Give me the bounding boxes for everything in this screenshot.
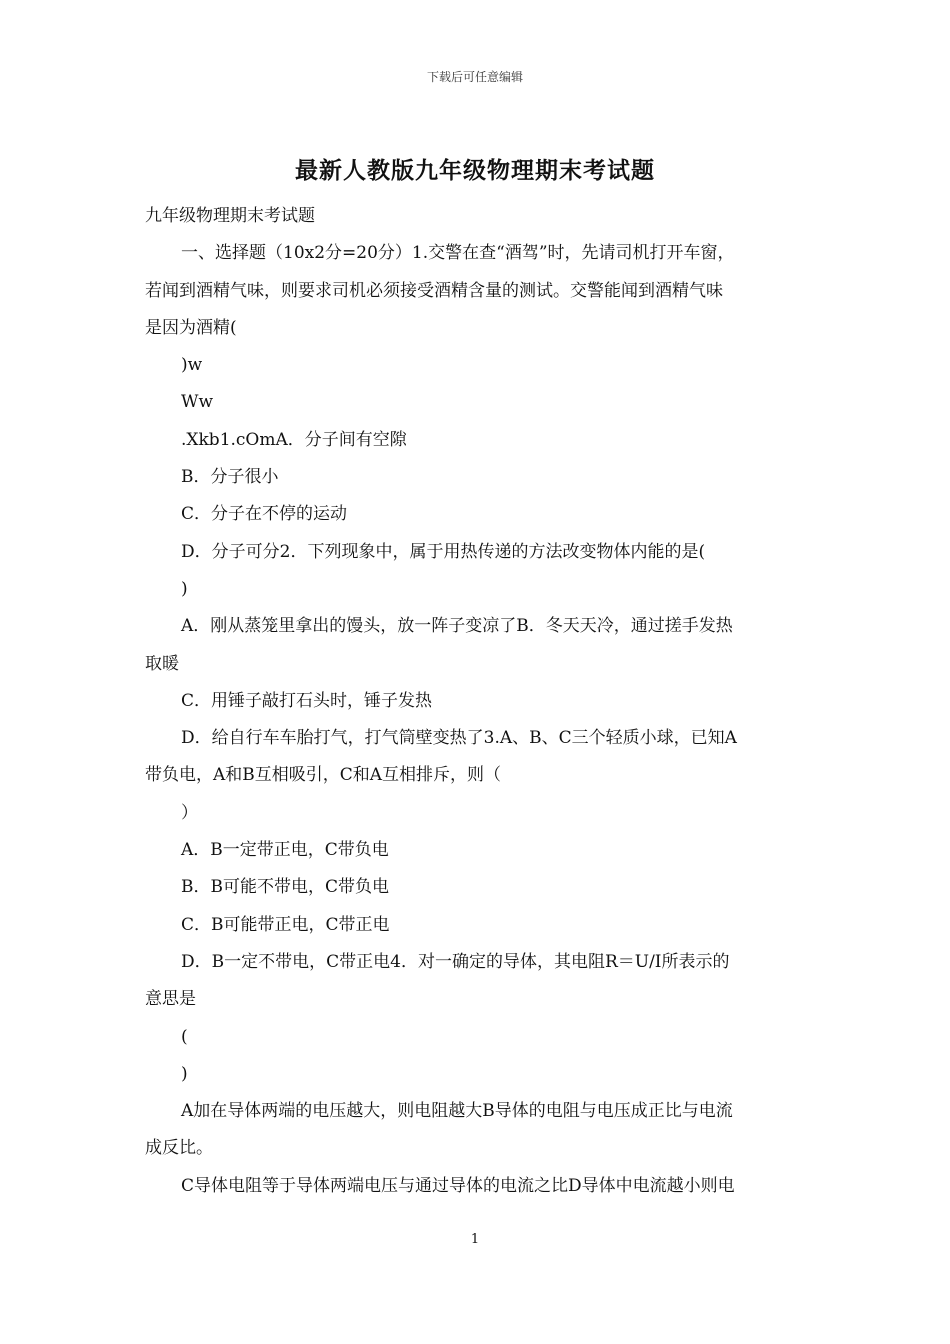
page-number: 1 (470, 1232, 480, 1247)
question-1-stem-end: 是因为酒精( (145, 317, 237, 338)
question-3-bracket: ） (181, 802, 198, 823)
document-title: 最新人教版九年级物理期末考试题 (295, 157, 655, 184)
watermark-fragment: Ww (181, 392, 214, 413)
question-4-option-b-cont: 成反比。 (145, 1138, 213, 1159)
question-4-option-c-d: C导体电阻等于导体两端电压与通过导体的电流之比D导体中电流越小则电 (181, 1175, 735, 1196)
question-1-stem: 一、选择题（10x2分=20分）1.交警在查“酒驾”时，先请司机打开车窗， (181, 243, 735, 264)
question-4-bracket-close: ) (181, 1063, 188, 1084)
question-3-option-b: B．B可能不带电，C带负电 (181, 877, 389, 898)
question-1-bracket: )w (181, 355, 203, 376)
question-3-stem-cont: 带负电，A和B互相吸引，C和A互相排斥，则（ (145, 765, 502, 786)
question-4-option-a-b: A加在导体两端的电压越大，则电阻越大B导体的电阻与电压成正比与电流 (181, 1101, 733, 1122)
question-2-option-c: C．用锤子敲打石头时，锤子发热 (181, 690, 433, 711)
question-4-stem-cont: 意思是 (145, 989, 196, 1010)
question-2-option-a-b: A．刚从蒸笼里拿出的馒头，放一阵子变凉了B．冬天天冷，通过搓手发热 (181, 616, 733, 637)
question-2-option-b-cont: 取暖 (145, 653, 179, 674)
question-4-bracket-open: ( (181, 1026, 188, 1047)
question-1-option-b: B．分子很小 (181, 467, 279, 488)
question-3-option-d-and-question-4: D．B一定不带电，C带正电4．对一确定的导体，其电阻R＝U/I所表示的 (181, 951, 730, 972)
header-note: 下载后可任意编辑 (426, 70, 523, 84)
question-3-option-a: A．B一定带正电，C带负电 (181, 840, 389, 861)
question-3-option-c: C．B可能带正电，C带正电 (181, 914, 390, 935)
question-1-option-a: .Xkb1.cOmA．分子间有空隙 (181, 429, 407, 450)
question-2-option-d-and-question-3: D．给自行车车胎打气，打气筒壁变热了3.A、B、C三个轻质小球，已知A (181, 728, 737, 749)
question-1-option-d-and-question-2: D．分子可分2．下列现象中，属于用热传递的方法改变物体内能的是( (181, 541, 706, 562)
document-body (145, 198, 810, 1205)
question-1-option-c: C．分子在不停的运动 (181, 504, 348, 525)
question-2-bracket: ) (181, 578, 188, 599)
subtitle-line: 九年级物理期末考试题 (145, 206, 315, 226)
question-1-stem-cont: 若闻到酒精气味，则要求司机必须接受酒精含量的测试。交警能闻到酒精气味 (145, 280, 723, 301)
